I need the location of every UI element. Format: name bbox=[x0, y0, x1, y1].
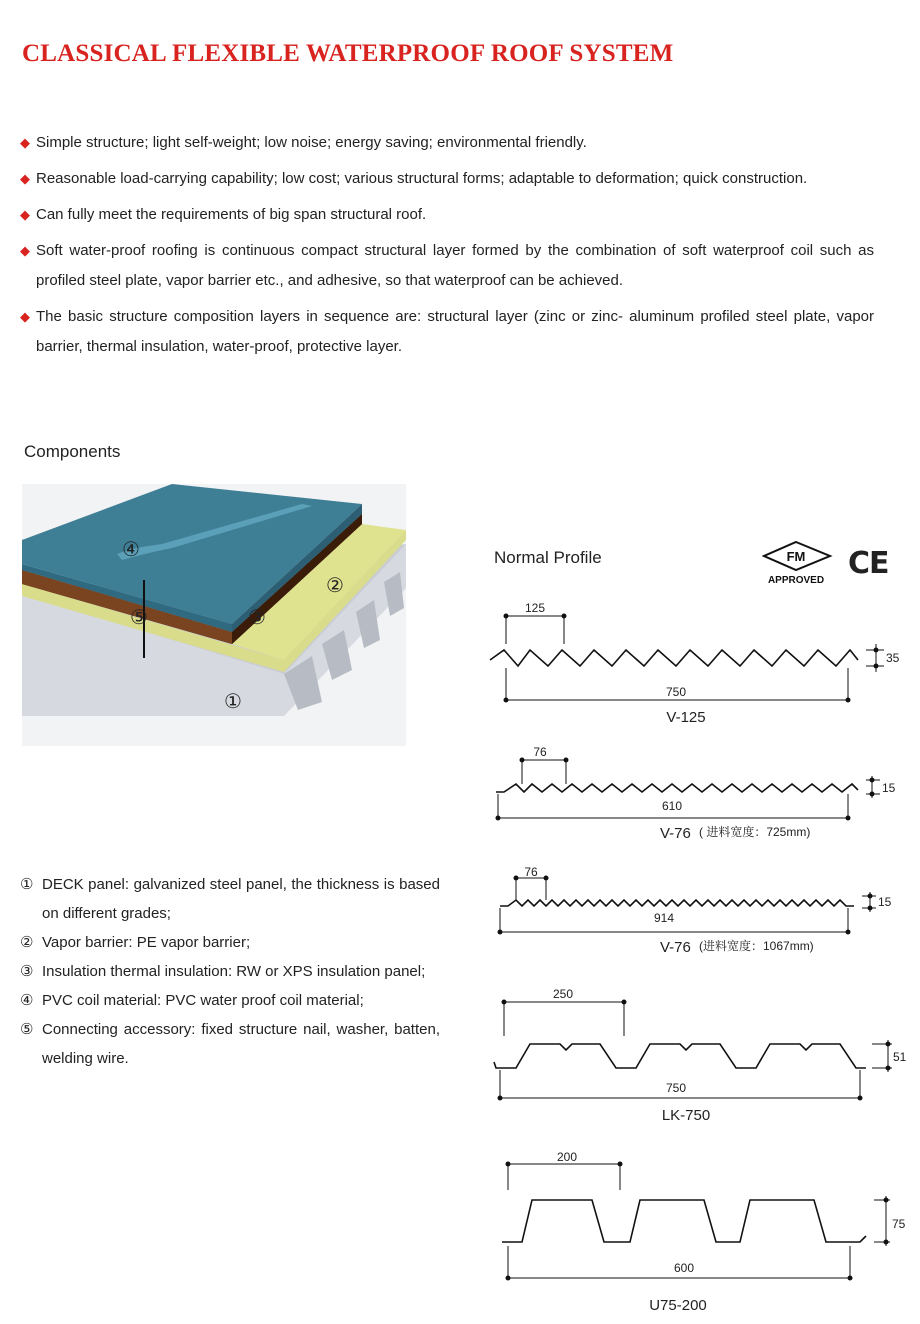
lk750-height-label: 51 bbox=[893, 1050, 907, 1064]
v125-pitch-label: 125 bbox=[524, 601, 546, 615]
profile-heading: Normal Profile bbox=[494, 548, 602, 567]
marker-4: ④ bbox=[122, 537, 140, 561]
lk750-pitch-label: 250 bbox=[552, 987, 574, 1001]
legend-text: Vapor barrier: PE vapor barrier; bbox=[42, 934, 251, 951]
v76b-width-label: 914 bbox=[653, 911, 675, 925]
v76a-width-label: 610 bbox=[661, 799, 683, 813]
legend-item bbox=[20, 957, 440, 986]
feature-item bbox=[20, 164, 874, 194]
fm-caption: APPROVED bbox=[767, 575, 825, 586]
legend-text: PVC coil material: PVC water proof coil material; bbox=[42, 992, 364, 1009]
v76b-pitch-label: 76 bbox=[524, 865, 538, 879]
diamond-bullet-icon: ◆ bbox=[20, 171, 30, 186]
lk750-width-label: 750 bbox=[665, 1081, 687, 1095]
diamond-bullet-icon: ◆ bbox=[20, 309, 30, 324]
roof-layers-illustration bbox=[22, 484, 406, 746]
legend-number: ① bbox=[20, 876, 34, 893]
v76b-name: V-76 bbox=[660, 939, 691, 956]
v125-name: V-125 bbox=[666, 709, 706, 726]
u75-pitch-label: 200 bbox=[556, 1150, 578, 1164]
v76b-height-label: 15 bbox=[878, 895, 892, 909]
legend-text: DECK panel: galvanized steel panel, the thickness is based on different grades; bbox=[42, 876, 440, 922]
legend-item bbox=[20, 928, 440, 957]
v76a-pitch-label: 76 bbox=[533, 745, 547, 759]
u75-name: U75-200 bbox=[649, 1297, 707, 1314]
v125-height-label: 35 bbox=[886, 651, 900, 665]
diamond-bullet-icon: ◆ bbox=[20, 135, 30, 150]
page-title: CLASSICAL FLEXIBLE WATERPROOF ROOF SYSTEM bbox=[22, 40, 674, 67]
feature-item bbox=[20, 128, 874, 158]
feature-item bbox=[20, 236, 874, 296]
legend-item bbox=[20, 1015, 440, 1073]
feature-list bbox=[20, 128, 874, 368]
marker-2: ② bbox=[326, 573, 344, 597]
feature-text: The basic structure composition layers in sequence are: structural layer (zinc or zinc- aluminum profiled steel plate, vapor barrier, thermal insulation, water-proof, protective layer. bbox=[36, 308, 874, 355]
ce-mark: CE bbox=[848, 546, 889, 581]
components-heading: Components bbox=[24, 442, 121, 461]
feature-text: Soft water-proof roofing is continuous compact structural layer formed by the combination of soft waterproof coil such as profiled steel plate, vapor barrier etc., and adhesive, so that waterproof can be achieved. bbox=[36, 242, 874, 289]
marker-5: ⑤ bbox=[130, 605, 148, 629]
components-legend bbox=[20, 870, 440, 1073]
legend-number: ④ bbox=[20, 992, 34, 1009]
fm-mark: FM bbox=[786, 549, 806, 564]
v125-width-label: 750 bbox=[665, 685, 687, 699]
v76b-note: (进料宽度：1067mm) bbox=[699, 939, 814, 953]
v76a-note: ( 进料宽度：725mm) bbox=[699, 825, 811, 839]
legend-number: ③ bbox=[20, 963, 34, 980]
feature-item bbox=[20, 200, 874, 230]
feature-item bbox=[20, 302, 874, 362]
u75-width-label: 600 bbox=[673, 1261, 695, 1275]
v76a-height-label: 15 bbox=[882, 781, 896, 795]
diamond-bullet-icon: ◆ bbox=[20, 243, 30, 258]
feature-text: Can fully meet the requirements of big span structural roof. bbox=[36, 206, 427, 223]
legend-item bbox=[20, 870, 440, 928]
feature-text: Simple structure; light self-weight; low noise; energy saving; environmental friendly. bbox=[36, 134, 587, 151]
marker-3: ③ bbox=[248, 605, 266, 629]
legend-number: ② bbox=[20, 934, 34, 951]
marker-1: ① bbox=[224, 689, 242, 713]
profiles-drawing bbox=[488, 590, 908, 1320]
feature-text: Reasonable load-carrying capability; low cost; various structural forms; adaptable to deformation; quick construction. bbox=[36, 170, 808, 187]
legend-text: Connecting accessory: fixed structure nail, washer, batten, welding wire. bbox=[42, 1021, 440, 1067]
lk750-name: LK-750 bbox=[661, 1107, 711, 1124]
legend-item bbox=[20, 986, 440, 1015]
fm-approved-logo bbox=[762, 540, 838, 588]
diamond-bullet-icon: ◆ bbox=[20, 207, 30, 222]
legend-text: Insulation thermal insulation: RW or XPS insulation panel; bbox=[42, 963, 426, 980]
v76a-name: V-76 bbox=[660, 825, 691, 842]
legend-number: ⑤ bbox=[20, 1021, 34, 1038]
u75-height-label: 75 bbox=[892, 1217, 906, 1231]
